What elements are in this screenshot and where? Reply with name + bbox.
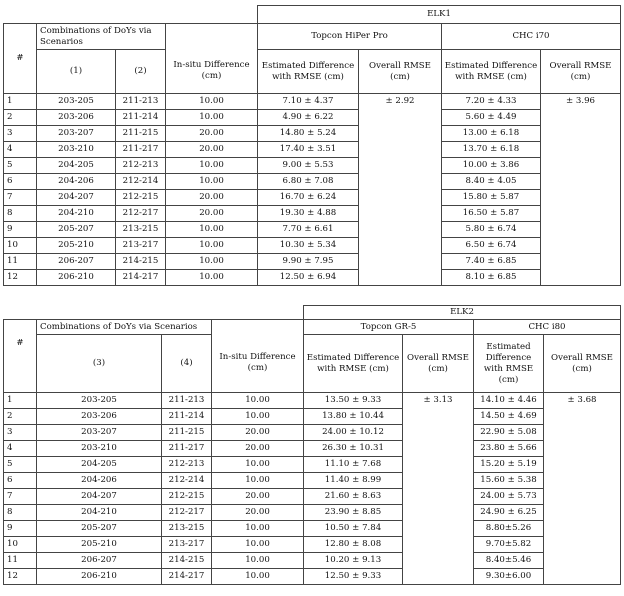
row-number: 11 (4, 254, 37, 270)
cell-scenario-b: 214-215 (162, 553, 212, 569)
table-row (4, 174, 621, 190)
elk1-rmse1-header: Overall RMSE (cm) (359, 50, 442, 94)
cell-est1: 13.50 ± 9.33 (304, 393, 403, 409)
cell-insitu: 10.00 (212, 553, 304, 569)
cell-insitu: 10.00 (212, 457, 304, 473)
cell-est1: 16.70 ± 6.24 (258, 190, 359, 206)
cell-insitu: 20.00 (166, 206, 258, 222)
row-number: 11 (4, 553, 37, 569)
cell-est1: 19.30 ± 4.88 (258, 206, 359, 222)
cell-insitu: 10.00 (212, 393, 304, 409)
cell-est2: 24.00 ± 5.73 (474, 489, 544, 505)
cell-est1: 4.90 ± 6.22 (258, 110, 359, 126)
cell-est2: 10.00 ± 3.86 (442, 158, 541, 174)
cell-est2: 9.70±5.82 (474, 537, 544, 553)
table-row (4, 222, 621, 238)
cell-est2: 15.60 ± 5.38 (474, 473, 544, 489)
elk2-hash-header: # (4, 335, 37, 393)
elk1-group-title: ELK1 (258, 6, 621, 24)
table-row (4, 94, 621, 110)
cell-est2: 14.50 ± 4.69 (474, 409, 544, 425)
cell-est2: 9.30±6.00 (474, 569, 544, 585)
cell-scenario-b: 214-215 (116, 254, 166, 270)
elk1-combo-header: Combinations of DoYs via Scenarios (37, 24, 166, 50)
table-row (4, 425, 621, 441)
row-number: 1 (4, 94, 37, 110)
row-number: 4 (4, 441, 37, 457)
row-number: 3 (4, 425, 37, 441)
row-number: 4 (4, 142, 37, 158)
cell-insitu: 20.00 (212, 441, 304, 457)
elk2-col2-header: (4) (162, 335, 212, 393)
cell-scenario-a: 204-206 (37, 473, 162, 489)
elk2-est1-header: Estimated Difference with RMSE (cm) (304, 335, 403, 393)
cell-scenario-b: 211-213 (116, 94, 166, 110)
cell-est1: 14.80 ± 5.24 (258, 126, 359, 142)
cell-est1: 12.80 ± 8.08 (304, 537, 403, 553)
cell-insitu: 20.00 (212, 489, 304, 505)
row-number: 1 (4, 393, 37, 409)
table-row (4, 254, 621, 270)
cell-insitu: 10.00 (166, 222, 258, 238)
table-row (4, 238, 621, 254)
cell-est2: 13.00 ± 6.18 (442, 126, 541, 142)
cell-est1: 26.30 ± 10.31 (304, 441, 403, 457)
cell-scenario-b: 211-217 (162, 441, 212, 457)
cell-est1: 12.50 ± 6.94 (258, 270, 359, 286)
cell-est2: 23.80 ± 5.66 (474, 441, 544, 457)
cell-scenario-a: 203-206 (37, 409, 162, 425)
cell-scenario-b: 211-215 (116, 126, 166, 142)
table-row (4, 270, 621, 286)
row-number: 5 (4, 457, 37, 473)
cell-scenario-a: 205-210 (37, 238, 116, 254)
cell-scenario-b: 212-214 (116, 174, 166, 190)
cell-insitu: 10.00 (166, 238, 258, 254)
cell-scenario-a: 205-207 (37, 521, 162, 537)
cell-scenario-b: 211-215 (162, 425, 212, 441)
table-row (4, 489, 621, 505)
cell-scenario-b: 212-213 (116, 158, 166, 174)
elk2-receiver1: Topcon GR-5 (304, 320, 474, 335)
cell-scenario-b: 211-217 (116, 142, 166, 158)
row-number: 9 (4, 222, 37, 238)
cell-scenario-b: 212-217 (116, 206, 166, 222)
row-number: 3 (4, 126, 37, 142)
cell-est2: 5.60 ± 4.49 (442, 110, 541, 126)
row-number: 12 (4, 270, 37, 286)
cell-est2: 16.50 ± 5.87 (442, 206, 541, 222)
cell-insitu: 10.00 (212, 569, 304, 585)
cell-scenario-a: 204-210 (37, 206, 116, 222)
elk1-rmse2-header: Overall RMSE (cm) (541, 50, 621, 94)
cell-insitu: 10.00 (166, 94, 258, 110)
cell-insitu: 10.00 (212, 473, 304, 489)
table-row (4, 206, 621, 222)
cell-scenario-a: 205-207 (37, 222, 116, 238)
table-row (4, 521, 621, 537)
elk2-est2-header: Estimated Difference with RMSE (cm) (474, 335, 544, 393)
cell-insitu: 10.00 (166, 270, 258, 286)
elk2-receiver2: CHC i80 (474, 320, 621, 335)
table-row (4, 441, 621, 457)
cell-est1: 24.00 ± 10.12 (304, 425, 403, 441)
row-number: 7 (4, 489, 37, 505)
cell-scenario-a: 204-207 (37, 190, 116, 206)
cell-est1: 10.20 ± 9.13 (304, 553, 403, 569)
cell-est2: 24.90 ± 6.25 (474, 505, 544, 521)
cell-scenario-b: 212-217 (162, 505, 212, 521)
cell-scenario-b: 212-215 (116, 190, 166, 206)
table-row (4, 393, 621, 409)
row-number: 8 (4, 505, 37, 521)
cell-est2: 5.80 ± 6.74 (442, 222, 541, 238)
table-row (4, 409, 621, 425)
cell-est2: 13.70 ± 6.18 (442, 142, 541, 158)
cell-est1: 7.70 ± 6.61 (258, 222, 359, 238)
cell-scenario-b: 214-217 (116, 270, 166, 286)
row-number: 7 (4, 190, 37, 206)
cell-est2: 7.20 ± 4.33 (442, 94, 541, 110)
cell-est2: 14.10 ± 4.46 (474, 393, 544, 409)
cell-scenario-a: 203-205 (37, 393, 162, 409)
cell-scenario-a: 204-207 (37, 489, 162, 505)
elk2-rmse2-header: Overall RMSE (cm) (544, 335, 621, 393)
elk2-table (3, 305, 621, 585)
cell-insitu: 10.00 (166, 158, 258, 174)
table-row (4, 505, 621, 521)
cell-est1: 17.40 ± 3.51 (258, 142, 359, 158)
cell-est1: 13.80 ± 10.44 (304, 409, 403, 425)
elk1-hash-header: # (4, 50, 37, 94)
cell-est1: 6.80 ± 7.08 (258, 174, 359, 190)
cell-est2: 15.80 ± 5.87 (442, 190, 541, 206)
elk2-col1-header: (3) (37, 335, 162, 393)
cell-est1: 10.30 ± 5.34 (258, 238, 359, 254)
cell-insitu: 10.00 (212, 537, 304, 553)
elk2-insitu-header: In-situ Difference (cm) (212, 335, 304, 393)
row-number: 10 (4, 537, 37, 553)
cell-scenario-b: 213-215 (162, 521, 212, 537)
row-number: 10 (4, 238, 37, 254)
elk1-receiver2: CHC i70 (442, 24, 621, 50)
cell-est2: 8.40 ± 4.05 (442, 174, 541, 190)
cell-scenario-a: 204-210 (37, 505, 162, 521)
table-row (4, 158, 621, 174)
cell-scenario-a: 206-207 (37, 254, 116, 270)
cell-insitu: 20.00 (166, 126, 258, 142)
cell-insitu: 10.00 (166, 174, 258, 190)
cell-scenario-a: 204-206 (37, 174, 116, 190)
overall-rmse-1: ± 3.13 (403, 393, 474, 585)
elk1-est1-header: Estimated Difference with RMSE (cm) (258, 50, 359, 94)
cell-scenario-b: 213-217 (162, 537, 212, 553)
table-row (4, 457, 621, 473)
elk1-est2-header: Estimated Difference with RMSE (cm) (442, 50, 541, 94)
cell-scenario-b: 213-217 (116, 238, 166, 254)
cell-scenario-a: 204-205 (37, 457, 162, 473)
cell-scenario-a: 203-206 (37, 110, 116, 126)
cell-est2: 7.40 ± 6.85 (442, 254, 541, 270)
elk1-receiver1: Topcon HiPer Pro (258, 24, 442, 50)
cell-insitu: 20.00 (212, 505, 304, 521)
cell-insitu: 10.00 (166, 254, 258, 270)
row-number: 9 (4, 521, 37, 537)
elk1-col1-header: (1) (37, 50, 116, 94)
elk1-col2-header: (2) (116, 50, 166, 94)
table-row (4, 190, 621, 206)
cell-est2: 22.90 ± 5.08 (474, 425, 544, 441)
cell-est2: 15.20 ± 5.19 (474, 457, 544, 473)
cell-est1: 11.10 ± 7.68 (304, 457, 403, 473)
cell-insitu: 10.00 (212, 521, 304, 537)
cell-scenario-a: 203-207 (37, 425, 162, 441)
cell-scenario-a: 205-210 (37, 537, 162, 553)
cell-scenario-b: 211-214 (162, 409, 212, 425)
cell-est1: 11.40 ± 8.99 (304, 473, 403, 489)
cell-scenario-b: 211-214 (116, 110, 166, 126)
elk2-group-title: ELK2 (304, 306, 621, 320)
cell-scenario-a: 206-210 (37, 569, 162, 585)
cell-est1: 7.10 ± 4.37 (258, 94, 359, 110)
row-number: 12 (4, 569, 37, 585)
cell-scenario-a: 206-210 (37, 270, 116, 286)
cell-est1: 12.50 ± 9.33 (304, 569, 403, 585)
cell-est1: 9.00 ± 5.53 (258, 158, 359, 174)
overall-rmse-2: ± 3.68 (544, 393, 621, 585)
table-row (4, 126, 621, 142)
overall-rmse-1: ± 2.92 (359, 94, 442, 286)
cell-scenario-b: 214-217 (162, 569, 212, 585)
cell-est2: 8.10 ± 6.85 (442, 270, 541, 286)
cell-scenario-b: 211-213 (162, 393, 212, 409)
table-row (4, 110, 621, 126)
cell-est2: 8.80±5.26 (474, 521, 544, 537)
cell-scenario-a: 206-207 (37, 553, 162, 569)
cell-est1: 21.60 ± 8.63 (304, 489, 403, 505)
cell-est2: 6.50 ± 6.74 (442, 238, 541, 254)
cell-scenario-a: 203-210 (37, 441, 162, 457)
table-row (4, 142, 621, 158)
row-number: 2 (4, 110, 37, 126)
cell-scenario-a: 204-205 (37, 158, 116, 174)
cell-est1: 9.90 ± 7.95 (258, 254, 359, 270)
cell-insitu: 10.00 (166, 110, 258, 126)
cell-insitu: 10.00 (212, 409, 304, 425)
cell-scenario-b: 212-214 (162, 473, 212, 489)
cell-scenario-a: 203-205 (37, 94, 116, 110)
elk2-rmse1-header: Overall RMSE (cm) (403, 335, 474, 393)
cell-scenario-b: 212-213 (162, 457, 212, 473)
table-row (4, 537, 621, 553)
cell-scenario-a: 203-207 (37, 126, 116, 142)
cell-est2: 8.40±5.46 (474, 553, 544, 569)
row-number: 5 (4, 158, 37, 174)
row-number: 8 (4, 206, 37, 222)
table-row (4, 569, 621, 585)
elk2-combo-header: Combinations of DoYs via Scenarios (37, 320, 212, 335)
cell-scenario-a: 203-210 (37, 142, 116, 158)
row-number: 2 (4, 409, 37, 425)
cell-est1: 10.50 ± 7.84 (304, 521, 403, 537)
table-row (4, 473, 621, 489)
elk1-table (3, 5, 621, 286)
overall-rmse-2: ± 3.96 (541, 94, 621, 286)
cell-insitu: 20.00 (166, 142, 258, 158)
row-number: 6 (4, 174, 37, 190)
cell-scenario-b: 212-215 (162, 489, 212, 505)
cell-insitu: 20.00 (212, 425, 304, 441)
table-row (4, 553, 621, 569)
cell-scenario-b: 213-215 (116, 222, 166, 238)
elk1-insitu-header: In-situ Difference (cm) (166, 50, 258, 94)
cell-insitu: 20.00 (166, 190, 258, 206)
row-number: 6 (4, 473, 37, 489)
cell-est1: 23.90 ± 8.85 (304, 505, 403, 521)
